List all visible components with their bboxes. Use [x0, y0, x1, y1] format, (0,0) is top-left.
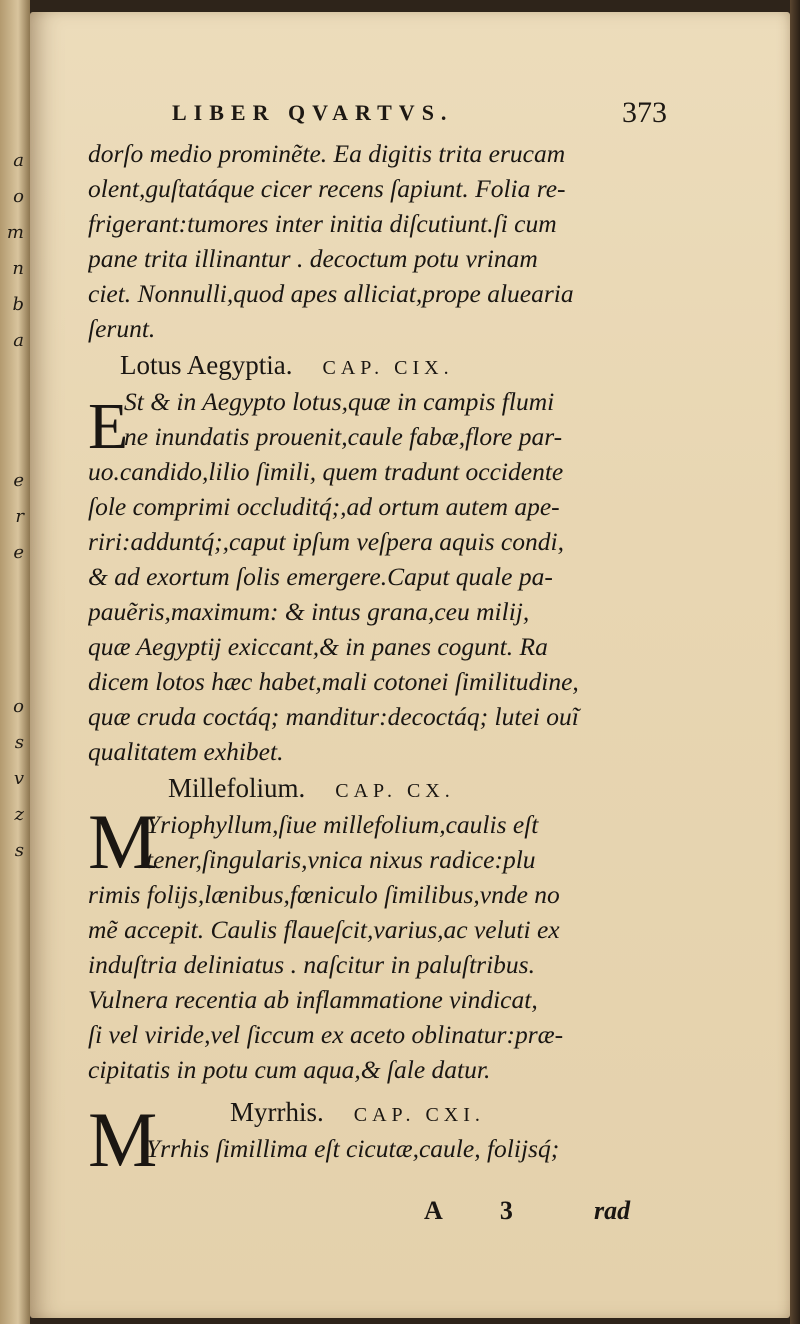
- text-line: uo.candido,lilio ſimili, quem tradunt occidente: [88, 457, 564, 486]
- text-line: rimis folijs,lænibus,fœniculo ſimilibus,vnde no: [88, 880, 560, 909]
- text-line: tener,ſingularis,vnica nixus radice:plu: [146, 845, 536, 874]
- drop-initial: E: [88, 390, 129, 463]
- chapter-text: [88, 384, 648, 769]
- previous-page-edge: [0, 0, 30, 1324]
- drop-initial: M: [88, 798, 158, 885]
- page-body: [88, 136, 648, 1183]
- text-line: olent,guſtatáque cicer recens ſapiunt. Folia re-: [88, 174, 566, 203]
- text-line: quæ Aegyptij exiccant,& in panes cogunt. Ra: [88, 632, 548, 661]
- text-line: quæ cruda coctáq; manditur:decoctáq; lutei ouĩ: [88, 702, 579, 731]
- prev-page-fragment: a: [13, 330, 24, 351]
- page-number: 373: [622, 96, 667, 129]
- text-line: cipitatis in potu cum aqua,& ſale datur.: [88, 1055, 491, 1084]
- text-line: ſi vel viride,vel ſiccum ex aceto oblinatur:præ-: [88, 1020, 564, 1049]
- text-line: Vulnera recentia ab inflammatione vindicat,: [88, 985, 538, 1014]
- chapter-title: Millefolium.: [168, 773, 306, 803]
- prev-page-fragment: b: [12, 294, 24, 315]
- chapter-number: CAP. CIX.: [322, 357, 454, 379]
- prev-page-fragment: a: [13, 150, 24, 171]
- text-line: qualitatem exhibet.: [88, 737, 284, 766]
- prev-page-fragment: e: [13, 542, 24, 563]
- prev-page-fragment: n: [12, 258, 24, 279]
- text-line: ſole comprimi occluditq́;,ad ortum autem ape-: [88, 492, 560, 521]
- text-line: ſerunt.: [88, 314, 156, 343]
- prev-page-fragment: s: [14, 732, 24, 753]
- book-edge-shadow: [790, 0, 800, 1324]
- text-line: ne inundatis prouenit,caule fabæ,flore par-: [124, 422, 563, 451]
- prev-page-fragment: m: [6, 222, 24, 243]
- chapter-number: CAP. CX.: [335, 780, 455, 802]
- prev-page-fragment: z: [14, 804, 24, 825]
- running-head: LIBER QVARTVS.: [172, 100, 454, 125]
- chapter-title: Lotus Aegyptia.: [120, 350, 293, 380]
- text-line: Yrrhis ſimillima eſt cicutæ,caule, folijsq́;: [146, 1134, 560, 1163]
- prev-page-fragment: o: [13, 186, 24, 207]
- text-line: pane trita illinantur . decoctum potu vrinam: [88, 244, 538, 273]
- chapter-heading: [88, 769, 648, 807]
- prev-page-fragment: o: [13, 696, 24, 717]
- text-line: pauẽris,maximum: & intus grana,ceu milij,: [88, 597, 530, 626]
- text-line: Yriophyllum,ſiue millefolium,caulis eſt: [146, 810, 539, 839]
- page-footer: [0, 1192, 800, 1232]
- chapter-text: [88, 798, 648, 1087]
- prev-page-fragment: v: [13, 768, 24, 789]
- drop-initial: M: [88, 1096, 158, 1183]
- prev-page-fragment: s: [14, 840, 24, 861]
- page-header: [0, 86, 800, 136]
- prev-page-fragment: e: [13, 470, 24, 491]
- text-line: dicem lotos hæc habet,mali cotonei ſimilitudine,: [88, 667, 579, 696]
- chapter-heading: [88, 1093, 648, 1131]
- text-line: induſtria deliniatus . naſcitur in paluſtribus.: [88, 950, 535, 979]
- prev-page-fragment: r: [15, 506, 24, 527]
- text-line: frigerant:tumores inter initia diſcutiunt.ſi cum: [88, 209, 557, 238]
- chapter-title: Myrrhis.: [230, 1097, 324, 1127]
- text-line: & ad exortum ſolis emergere.Caput quale pa-: [88, 562, 553, 591]
- chapter-text: [88, 1093, 648, 1183]
- signature-mark: A 3: [424, 1196, 539, 1225]
- text-line: riri:adduntq́;,caput ipſum veſpera aquis condi,: [88, 527, 564, 556]
- text-line: ciet. Nonnulli,quod apes alliciat,prope aluearia: [88, 279, 574, 308]
- catchword: rad: [594, 1196, 631, 1225]
- text-line: dorſo medio prominẽte. Ea digitis trita erucam: [88, 139, 566, 168]
- chapter-number: CAP. CXI.: [353, 1104, 485, 1126]
- text-line: St & in Aegypto lotus,quæ in campis flumi: [124, 387, 555, 416]
- text-line: mẽ accepit. Caulis flaueſcit,varius,ac veluti ex: [88, 915, 560, 944]
- chapter-heading: [88, 346, 648, 384]
